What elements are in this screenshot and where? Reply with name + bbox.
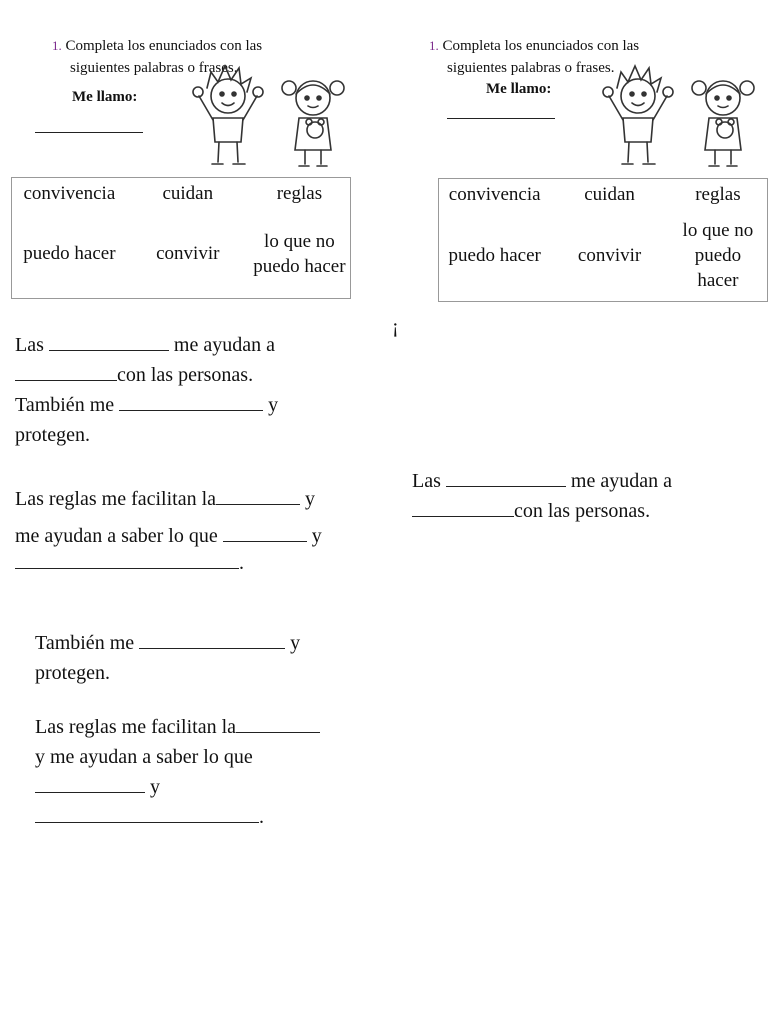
name-label-left: Me llamo: [72,89,138,105]
word-bank-right [438,178,768,302]
paragraph-left-2 [15,481,385,592]
text: y [150,776,160,798]
fill-blank[interactable] [236,714,320,733]
fill-blank[interactable] [446,468,566,487]
fill-blank[interactable] [216,486,300,505]
text: con las personas. [514,500,651,522]
text: . [259,806,264,828]
fill-blank[interactable] [139,630,285,649]
fill-blank[interactable] [15,550,239,569]
text: me ayudan a [173,334,275,356]
name-label-right: Me llamo: [486,81,552,97]
name-blank-right[interactable] [447,118,555,119]
text: con las personas. [117,364,254,386]
stray-mark: ¡ [392,316,399,338]
text: Las [412,470,441,492]
paragraph-bottom-2 [35,712,375,832]
word-cell: puedo hacer [23,243,116,265]
text: y [290,632,301,654]
children-illustration [185,58,355,173]
word-cell: puedo hacer [448,245,541,267]
word-cell: convivir [577,245,642,267]
paragraph-left-1 [15,330,355,450]
text: Las reglas me facilitan la [15,488,217,510]
text: y [268,394,279,416]
instruction-number: 1. [429,38,439,53]
instruction-line1: Completa los enunciados con las [65,38,263,54]
fill-blank[interactable] [223,523,307,542]
text: y [305,488,316,510]
fill-blank[interactable] [35,804,259,823]
paragraph-bottom-1 [35,628,375,688]
text: me ayudan a [570,470,672,492]
word-cell: reglas [276,183,323,205]
instruction-line2: siguientes palabras o frases. [70,60,238,76]
word-cell: cuidan [584,184,635,206]
instruction-line2: siguientes palabras o frases. [447,60,615,76]
text: . [239,552,244,574]
instruction-line1: Completa los enunciados con las [442,38,640,54]
text: y [311,525,322,547]
word-cell: lo que no puedo hacer [682,220,754,292]
text: y me ayudan a saber lo que [35,746,253,768]
word-cell: convivencia [448,184,541,206]
word-cell: convivencia [23,183,116,205]
text: También me [35,632,135,654]
word-bank-left [11,177,351,299]
children-illustration [595,58,765,173]
fill-blank[interactable] [412,498,514,517]
fill-blank[interactable] [49,332,169,351]
text: Las [15,334,44,356]
fill-blank[interactable] [35,774,145,793]
paragraph-right-1 [412,466,762,526]
word-cell: convivir [156,243,220,265]
text: protegen. [35,662,110,684]
text: También me [15,394,115,416]
fill-blank[interactable] [119,392,263,411]
name-blank-left[interactable] [35,132,143,133]
text: Las reglas me facilitan la [35,716,237,738]
word-cell: reglas [695,184,741,206]
word-cell: lo que no puedo hacer [253,230,346,277]
instruction-number: 1. [52,38,62,53]
text: me ayudan a saber lo que [15,525,218,547]
fill-blank[interactable] [15,362,117,381]
word-cell: cuidan [162,183,214,205]
text: protegen. [15,424,90,446]
